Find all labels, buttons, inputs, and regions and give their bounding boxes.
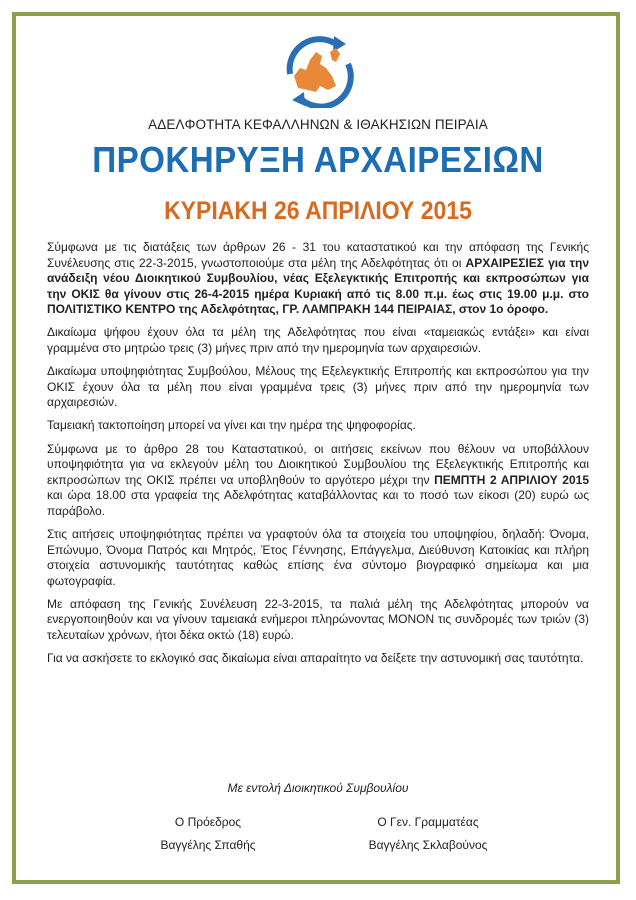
- paragraph-6: Στις αιτήσεις υποψηφιότητας πρέπει να γραφτούν όλα τα στοιχεία του υποψηφίου, δηλαδή: Όνομα, Επώνυμο, Όνομα Πατρός και Μητρός, Έτος Γέννησης, Επάγγελμα, Διεύθυνση Κατοικίας και πλήρη στοιχεία αστυνομικής ταυτότητας καθώς επίσης ένα σύντομο βιογραφικό σημείωμα και μια φωτογραφία.: [47, 527, 589, 588]
- president-name: Βαγγέλης Σπαθής: [160, 838, 256, 852]
- paragraph-2: Δικαίωμα ψήφου έχουν όλα τα μέλη της Αδελφότητας που είναι «ταμειακώς εντάξει» και είναι γραμμένα στο μητρώο τρεις (3) μήνες πριν από την ημερομηνία των αρχαιρεσιών.: [47, 325, 589, 356]
- paragraph-7: Με απόφαση της Γενικής Συνέλευση 22-3-2015, τα παλιά μέλη της Αδελφότητας μπορούν να ενεργοποιηθούν και να γίνουν ταμειακά ενήμεροι πληρώνοντας ΜΟΝΟΝ τις συνδρομές των τριών (3) τελευταίων χρόνων, ήτοι δέκα οκτώ (18) ευρώ.: [47, 596, 589, 643]
- board-order-line: Με εντολή Διοικητικού Συμβουλίου: [227, 781, 409, 795]
- document-subtitle: ΚΥΡΙΑΚΗ 26 ΑΠΡΙΛΙΟΥ 2015: [164, 197, 472, 225]
- paragraph-1-text: Σύμφωνα με τις διατάξεις των άρθρων 26 - 31 του καταστατικού και την απόφαση της Γενικής Συνέλευσης στις 22-3-2015, γνωστοποιούμε στα μέλη της Αδελφότητας ότι οι: [47, 240, 589, 270]
- paragraph-1-bold: ΑΡΧΑΙΡΕΣΙΕΣ για την ανάδειξη νέου Διοικητικού Συμβουλίου, νέας Εξελεγκτικής Επιτροπής και εκπροσώπων για την ΟΚΙΣ θα γίνουν στις 26-4-2015 ημέρα Κυριακή από τις 8.00 π.μ. έως στις 19.00 μ.μ. στο ΠΟΛΙΤΙΣΤΙΚΟ ΚΕΝΤΡΟ της Αδελφότητας, ΓΡ. ΛΑΜΠΡΑΚΗ 144 ΠΕΙΡΑΙΑΣ, στον 1ο όροφο.: [47, 255, 590, 317]
- secretary-name: Βαγγέλης Σκλαβούνος: [368, 838, 488, 852]
- secretary-role: Ο Γεν. Γραμματέας: [377, 815, 479, 829]
- paragraph-1: [47, 240, 589, 318]
- paragraph-5-bold: ΠΕΜΠΤΗ 2 ΑΠΡΙΛΙΟΥ 2015: [434, 472, 590, 487]
- document-title: ΠΡΟΚΗΡΥΞΗ ΑΡΧΑΙΡΕΣΙΩΝ: [92, 139, 544, 180]
- paragraph-5-text-end: και ώρα 18.00 στα γραφεία της Αδελφότητας καταβάλλοντας και το ποσό των είκοσι (20) ευρώ ως παράβολο.: [47, 488, 589, 518]
- organization-name: ΑΔΕΛΦΟΤΗΤΑ ΚΕΦΑΛΛΗΝΩΝ & ΙΘΑΚΗΣΙΩΝ ΠΕΙΡΑΙΑ: [148, 117, 488, 132]
- paragraph-4: Ταμειακή τακτοποίηση μπορεί να γίνει και την ημέρα της ψηφοφορίας.: [47, 418, 416, 433]
- island-map-logo-icon: [276, 30, 360, 108]
- paragraph-5: [47, 442, 589, 520]
- paragraph-8: Για να ασκήσετε το εκλογικό σας δικαίωμα είναι απαραίτητο να δείξετε την αστυνομική σας ταυτότητα.: [47, 651, 584, 666]
- president-role: Ο Πρόεδρος: [174, 815, 242, 829]
- announcement-body: [47, 240, 589, 674]
- paragraph-5-text: Σύμφωνα με το άρθρο 28 του Καταστατικού, οι αιτήσεις εκείνων που θέλουν να υποβάλλουν υποψηφιότητα για να εκλεγούν μέλη του Διοικητικού Συμβουλίου της Εξελεγκτικής Επιτροπής και εκπροσώπων της ΟΚΙΣ πρέπει να υποβληθούν το αργότερο μέχρι την: [47, 441, 589, 487]
- paragraph-3: Δικαίωμα υποψηφιότητας Συμβούλου, Μέλους της Εξελεγκτικής Επιτροπής και εκπροσώπου για την ΟΚΙΣ έχουν όλα τα μέλη που είναι γραμμένα τρεις (3) μήνες πριν από την ημερομηνία των αρχαιρεσιών.: [47, 364, 589, 410]
